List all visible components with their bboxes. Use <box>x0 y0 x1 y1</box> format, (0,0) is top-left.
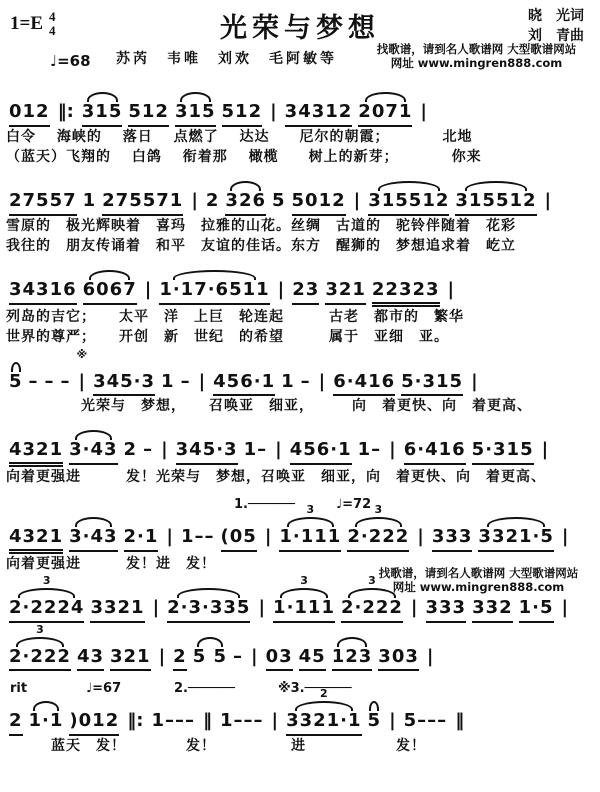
note-group: 27557 <box>9 190 77 216</box>
note-group: 4321 <box>9 526 63 554</box>
note-group: 5012 <box>292 190 346 216</box>
barline: | <box>544 190 552 212</box>
note-group: 315 <box>82 101 123 127</box>
note-group: – <box>28 370 39 392</box>
note-group: 326 <box>225 190 266 216</box>
note-group: 5 5 <box>192 645 228 667</box>
music-system-2 <box>6 177 594 256</box>
note-group: 456·1 <box>290 439 352 465</box>
notation-line <box>6 177 594 216</box>
music-system-4 <box>6 358 594 417</box>
note-group: 1– <box>357 439 382 461</box>
note-group: – <box>180 370 191 392</box>
note-group: 333 <box>426 597 467 623</box>
notation-line <box>6 697 594 736</box>
note-group: 43 <box>77 646 104 672</box>
note-group: 1 <box>281 370 295 392</box>
barline: | <box>353 190 361 212</box>
barline: | <box>191 190 198 212</box>
note-group: 45 <box>299 646 326 672</box>
note-group: 2071 <box>358 101 412 127</box>
time-numerator: 4 <box>49 9 56 24</box>
note-group: 1– <box>243 439 268 461</box>
note-group: – <box>300 370 311 392</box>
barline: | <box>152 597 160 619</box>
note-group: – <box>44 370 55 392</box>
barline: | <box>271 710 279 732</box>
note-group: 333 <box>432 526 473 552</box>
barline: | <box>264 526 272 548</box>
note-group: 1·111 3 <box>279 526 341 552</box>
music-system-3 <box>6 266 594 347</box>
ritardando-marking: rit <box>10 681 28 697</box>
barline: ‖: <box>57 101 74 122</box>
music-system-9 <box>6 681 594 756</box>
lyrics-line: 白令 海峡的 落日 点燃了 达达 尼尔的朝霞； 北地 <box>6 128 473 145</box>
notation-line <box>6 426 594 467</box>
note-group: 332 <box>472 597 513 623</box>
note-group: 3321 <box>90 597 144 623</box>
lyrics-line: （蓝天）飞翔的 白鸽 衔着那 橄榄 树上的新芽； 你来 <box>6 148 482 165</box>
note-group: 1·111 3 <box>273 597 335 623</box>
note-group: 4321 <box>9 439 63 467</box>
lyrics-line: 蓝天 发！ 发！ 进 发！ <box>6 738 426 755</box>
barline: | <box>389 439 396 461</box>
music-system-8 <box>6 633 594 672</box>
barline: | <box>447 279 455 301</box>
credits <box>528 6 584 47</box>
note-group: 2 <box>123 439 138 461</box>
note-group: 315512 <box>455 190 536 216</box>
note-group: 5 <box>272 190 286 212</box>
note-group: 012 <box>9 101 50 127</box>
tempo-marking: ♩=72 <box>336 497 372 513</box>
note-group: 275571 <box>102 190 183 216</box>
note-group: 2·1 <box>124 526 159 552</box>
lyrics-line: 我往的 朋友传诵着 和平 友谊的佳话。东方 醒狮的 梦想追求着 屹立 <box>6 238 516 255</box>
barline: | <box>561 597 569 619</box>
note-group: 2 <box>173 646 187 672</box>
note-group: 303 <box>378 646 419 672</box>
composer-credit: 刘 青曲 <box>528 28 584 45</box>
note-group: 1––– <box>151 710 195 732</box>
system-marks <box>6 681 594 697</box>
lyrics-line: 列岛的吉它； 太平 洋 上巨 轮连起 古老 都市的 繁华 <box>6 308 464 325</box>
performers-line: 苏芮 韦唯 刘欢 毛阿敏等 <box>116 51 337 67</box>
barline: | <box>561 526 569 548</box>
note-group: 2·2224 3 <box>9 597 84 623</box>
note-group: 03 <box>266 646 293 672</box>
key-label: 1=E <box>10 12 43 34</box>
note-group: 1·1 <box>28 710 64 732</box>
note-group: 6·416 <box>333 371 395 397</box>
note-group: 22323 <box>372 279 440 307</box>
note-group: 2 <box>9 710 23 736</box>
note-group: 345·3 <box>176 439 238 465</box>
note-group: 6067 <box>83 279 137 305</box>
barline: | <box>161 439 168 461</box>
barline: | <box>318 370 326 392</box>
barline: | ※ <box>79 371 86 393</box>
lyrics-line: 向着更强进 发！进 发！ <box>6 555 216 572</box>
note-group: 5 <box>367 710 382 732</box>
note-group: 315 <box>175 101 216 127</box>
note-group: 2·3·335 <box>167 597 250 623</box>
barline: ‖ <box>202 710 212 732</box>
note-group: 512 <box>128 101 169 127</box>
note-group: 23 <box>292 279 319 305</box>
note-group: – <box>143 439 154 461</box>
notation-line <box>6 88 594 127</box>
note-group: 3321·1 2 <box>286 710 361 736</box>
note-group: 2·222 3 <box>347 526 409 552</box>
tempo-marking: ♩=68 <box>50 52 91 70</box>
barline: | <box>270 101 277 122</box>
note-group: (05 <box>221 526 257 552</box>
watermark-url: 网址 www.mingren888.com <box>392 580 565 595</box>
time-denominator: 4 <box>49 22 56 38</box>
watermark-url: 网址 www.mingren888.com <box>390 56 563 71</box>
barline: | <box>251 645 258 667</box>
barline: | <box>420 101 427 122</box>
note-group: 1––– <box>219 710 264 732</box>
note-group: 3321·5 <box>478 526 553 552</box>
barline: ‖: <box>127 710 144 732</box>
note-group: 123 <box>332 646 373 672</box>
barline: | <box>410 597 418 619</box>
note-group: 5·315 <box>401 371 463 397</box>
notation-line <box>6 266 594 307</box>
note-group: 3·43 <box>69 439 117 465</box>
note-group: 2·222 3 <box>341 597 403 623</box>
volta-1-bracket: 1.────── <box>234 497 295 513</box>
barline: ‖ <box>455 710 465 732</box>
volta-3-segno-bracket: ※3.────── <box>278 681 352 697</box>
barline: | <box>471 370 478 392</box>
note-group: 1·17·6511 <box>159 279 269 305</box>
note-group: 6·416 <box>404 439 466 465</box>
lyrics-line: 光荣与 梦想， 召唤亚 细亚， 向 着更快、向 着更高、 <box>6 398 532 415</box>
watermark-middle <box>361 566 596 595</box>
note-group: 5 <box>9 370 23 392</box>
note-group: 34312 <box>285 101 353 127</box>
barline: | <box>417 526 424 548</box>
lyrics-line: 雪原的 极光辉映着 喜玛 拉雅的山花。丝绸 古道的 驼铃伴随着 花彩 <box>6 217 516 234</box>
note-group: 315512 <box>368 190 449 216</box>
note-group: 34316 <box>9 279 77 305</box>
lyrics-line: 向着更强进 发！光荣与 梦想，召唤亚 细亚，向 着更快、向 着更高、 <box>6 469 546 486</box>
note-group: 5·315 <box>472 439 534 465</box>
note-group: – <box>233 645 244 667</box>
lyrics-line: 世界的尊严； 开创 新 世纪 的希望 属于 亚细 亚。 <box>6 329 449 346</box>
barline: | <box>198 370 206 392</box>
note-group: 321 <box>325 279 366 305</box>
notation-line <box>6 513 594 554</box>
note-group: 345·3 <box>93 371 155 397</box>
barline: | <box>389 710 396 732</box>
barline: | <box>158 645 166 667</box>
barline: | <box>277 279 285 301</box>
note-group: 2 <box>205 190 220 212</box>
watermark-text: 找歌谱，请到名人歌谱网 大型歌谱网站 <box>378 566 579 580</box>
system-marks <box>6 497 594 513</box>
lyricist-credit: 晓 光词 <box>528 8 584 24</box>
barline: | <box>426 645 434 667</box>
barline: | <box>258 597 266 619</box>
notation-line <box>6 358 594 397</box>
note-group: 2·222 3 <box>9 646 71 672</box>
score-header <box>6 4 594 86</box>
notation-line <box>6 633 594 672</box>
note-group: )012 <box>69 710 119 736</box>
barline: | <box>166 526 173 548</box>
note-group: 1·5 <box>519 597 554 623</box>
tempo-marking: ♩=67 <box>86 681 122 697</box>
note-group: 3·43 <box>69 526 117 552</box>
barline: | <box>144 279 152 301</box>
note-group: – <box>60 370 71 392</box>
music-system-6 <box>6 497 594 574</box>
note-group: 1 <box>161 370 175 392</box>
note-group: 5––– <box>403 710 448 732</box>
music-system-5 <box>6 426 594 487</box>
watermark-text: 找歌谱，请到名人歌谱网 大型歌谱网站 <box>376 42 577 56</box>
note-group: 456·1 <box>213 371 275 397</box>
note-group: 1 <box>82 190 97 212</box>
note-group: 512 <box>222 101 263 127</box>
watermark-top <box>359 42 594 71</box>
music-system-1 <box>6 88 594 167</box>
barline: | <box>541 439 549 461</box>
note-group: 321 <box>110 646 151 672</box>
song-title: 光荣与梦想 <box>220 13 380 44</box>
volta-2-bracket: 2.────── <box>174 681 235 697</box>
barline: | <box>275 439 282 461</box>
note-group: 1–– <box>181 526 215 548</box>
